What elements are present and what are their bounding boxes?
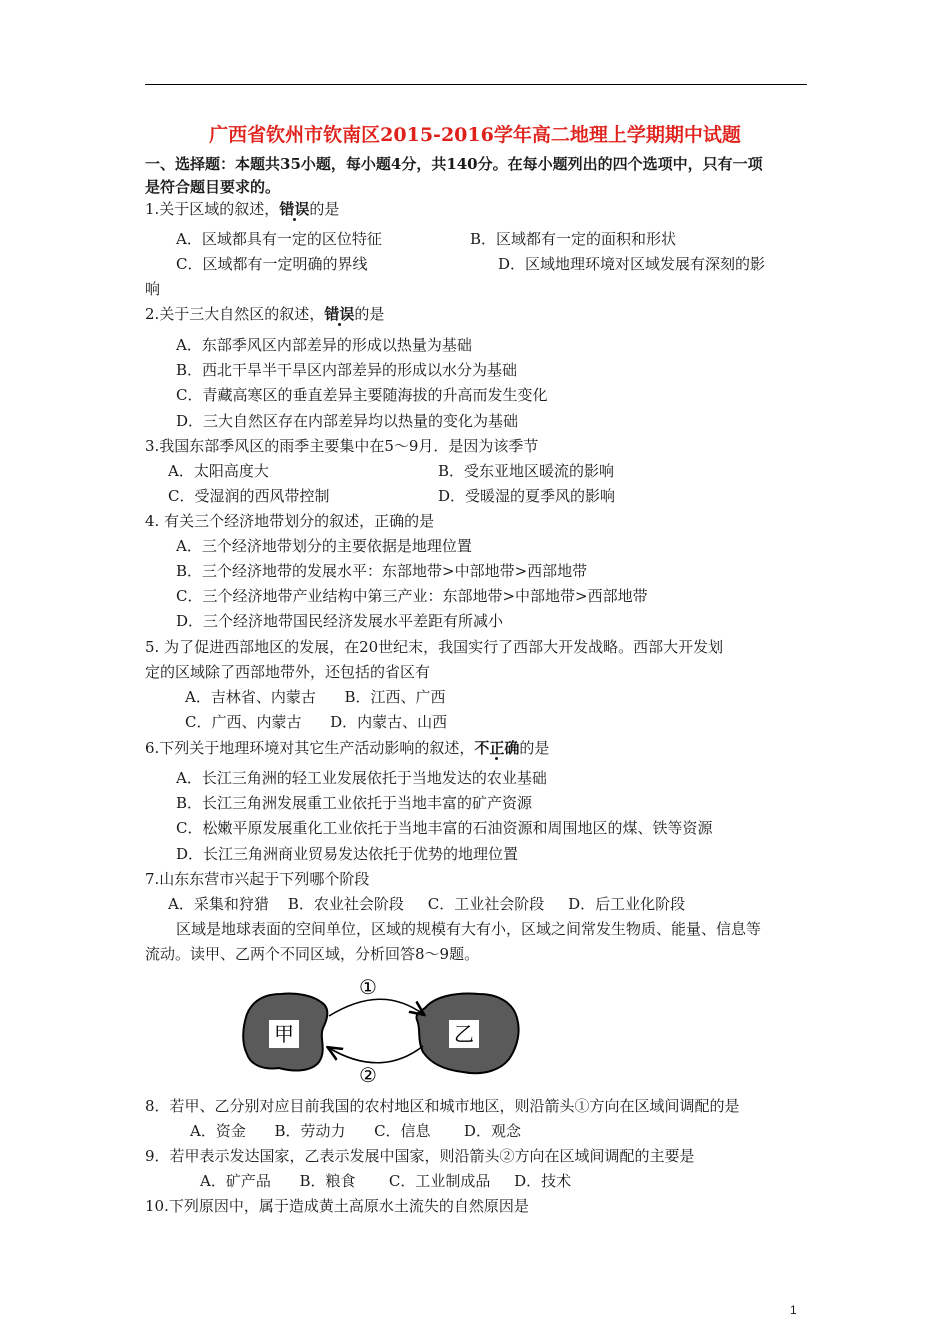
question-9-options: A．矿产品 B．粮食 C．工业制成品 D．技术 xyxy=(200,1172,572,1190)
header-rule xyxy=(145,84,807,85)
question-2-option-c: C．青藏高寒区的垂直差异主要随海拔的升高而发生变化 xyxy=(176,386,548,404)
arrow-2-path xyxy=(329,1046,423,1063)
question-7-stem: 7.山东东营市兴起于下列哪个阶段 xyxy=(145,870,370,888)
question-3-option-c: C．受湿润的西风带控制 xyxy=(168,487,330,505)
arrow-1-path xyxy=(329,999,423,1016)
question-2-option-d: D．三大自然区存在内部差异均以热量的变化为基础 xyxy=(176,412,519,430)
arrow-1-label: ① xyxy=(359,975,377,999)
question-1-stem: 1.关于区域的叙述，错误的是 xyxy=(145,200,340,218)
question-6-option-b: B．长江三角洲发展重工业依托于当地丰富的矿产资源 xyxy=(176,794,533,812)
question-4-option-d: D．三个经济地带国民经济发展水平差距有所减小 xyxy=(176,612,504,630)
region-flow-diagram xyxy=(235,972,525,1092)
question-4-option-b: B．三个经济地带的发展水平：东部地带>中部地带>西部地带 xyxy=(176,562,588,580)
question-4-stem: 4. 有关三个经济地带划分的叙述，正确的是 xyxy=(145,512,435,530)
question-1-option-b: B．区域都有一定的面积和形状 xyxy=(470,230,677,248)
question-4-option-a: A．三个经济地带划分的主要依据是地理位置 xyxy=(176,537,472,555)
question-10-stem: 10.下列原因中，属于造成黄土高原水土流失的自然原因是 xyxy=(145,1197,529,1215)
question-7-options: A．采集和狩猎 B．农业社会阶段 C．工业社会阶段 D．后工业化阶段 xyxy=(168,895,686,913)
passage-line2: 流动。读甲、乙两个不同区域，分析回答8～9题。 xyxy=(145,945,480,963)
question-3-stem: 3.我国东部季风区的雨季主要集中在5～9月．是因为该季节 xyxy=(145,437,539,455)
question-3-option-a: A．太阳高度大 xyxy=(168,462,269,480)
question-2-option-b: B．西北干旱半干旱区内部差异的形成以水分为基础 xyxy=(176,361,518,379)
section-instructions-line1: 一、选择题：本题共35小题，每小题4分，共140分。在每小题列出的四个选项中，只有一项 xyxy=(145,155,763,173)
question-6-option-a: A．长江三角洲的轻工业发展依托于当地发达的农业基础 xyxy=(176,769,547,787)
question-8-options: A．资金 B．劳动力 C．信息 D．观念 xyxy=(190,1122,521,1140)
question-6-option-d: D．长江三角洲商业贸易发达依托于优势的地理位置 xyxy=(176,845,519,863)
question-3-option-d: D．受暖湿的夏季风的影响 xyxy=(438,487,616,505)
passage-line1: 区域是地球表面的空间单位，区域的规模有大有小，区域之间常发生物质、能量、信息等 xyxy=(176,920,762,938)
question-1-option-d: D．区域地理环境对区域发展有深刻的影 xyxy=(498,255,766,273)
question-8-stem: 8．若甲、乙分别对应目前我国的农村地区和城市地区，则沿箭头①方向在区域间调配的是 xyxy=(145,1097,740,1115)
question-3-option-b: B．受东亚地区暖流的影响 xyxy=(438,462,615,480)
region-yi-label: 乙 xyxy=(454,1022,474,1046)
question-5-options-ab: A．吉林省、内蒙古 B．江西、广西 xyxy=(185,688,446,706)
question-1-option-c: C．区域都有一定明确的界线 xyxy=(176,255,368,273)
question-6-option-c: C．松嫩平原发展重化工业依托于当地丰富的石油资源和周围地区的煤、铁等资源 xyxy=(176,819,713,837)
region-jia-label: 甲 xyxy=(274,1022,294,1046)
question-5-stem-line1: 5. 为了促进西部地区的发展，在20世纪末，我国实行了西部大开发战略。西部大开发划 xyxy=(145,638,724,656)
page-number: 1 xyxy=(790,1303,797,1317)
question-5-options-cd: C．广西、内蒙古 D．内蒙古、山西 xyxy=(185,713,448,731)
arrow-2-label: ② xyxy=(359,1063,377,1087)
question-5-stem-line2: 定的区域除了西部地带外，还包括的省区有 xyxy=(145,663,431,681)
question-2-option-a: A．东部季风区内部差异的形成以热量为基础 xyxy=(176,336,472,354)
emphasis-wrong: 错误 xyxy=(279,200,310,218)
question-9-stem: 9．若甲表示发达国家，乙表示发展中国家，则沿箭头②方向在区域间调配的主要是 xyxy=(145,1147,695,1165)
question-1-option-a: A．区域都具有一定的区位特征 xyxy=(176,230,382,248)
question-2-stem: 2.关于三大自然区的叙述，错误的是 xyxy=(145,305,385,323)
section-instructions-line2: 是符合题目要求的。 xyxy=(145,178,281,196)
question-1-option-d-continued: 响 xyxy=(145,280,161,298)
emphasis-wrong: 错误 xyxy=(324,305,355,323)
emphasis-incorrect: 不正确 xyxy=(474,739,520,757)
page-title: 广西省钦州市钦南区2015-2016学年高二地理上学期期中试题 xyxy=(209,124,741,146)
question-4-option-c: C．三个经济地带产业结构中第三产业：东部地带>中部地带>西部地带 xyxy=(176,587,648,605)
question-6-stem: 6.下列关于地理环境对其它生产活动影响的叙述，不正确的是 xyxy=(145,739,550,757)
